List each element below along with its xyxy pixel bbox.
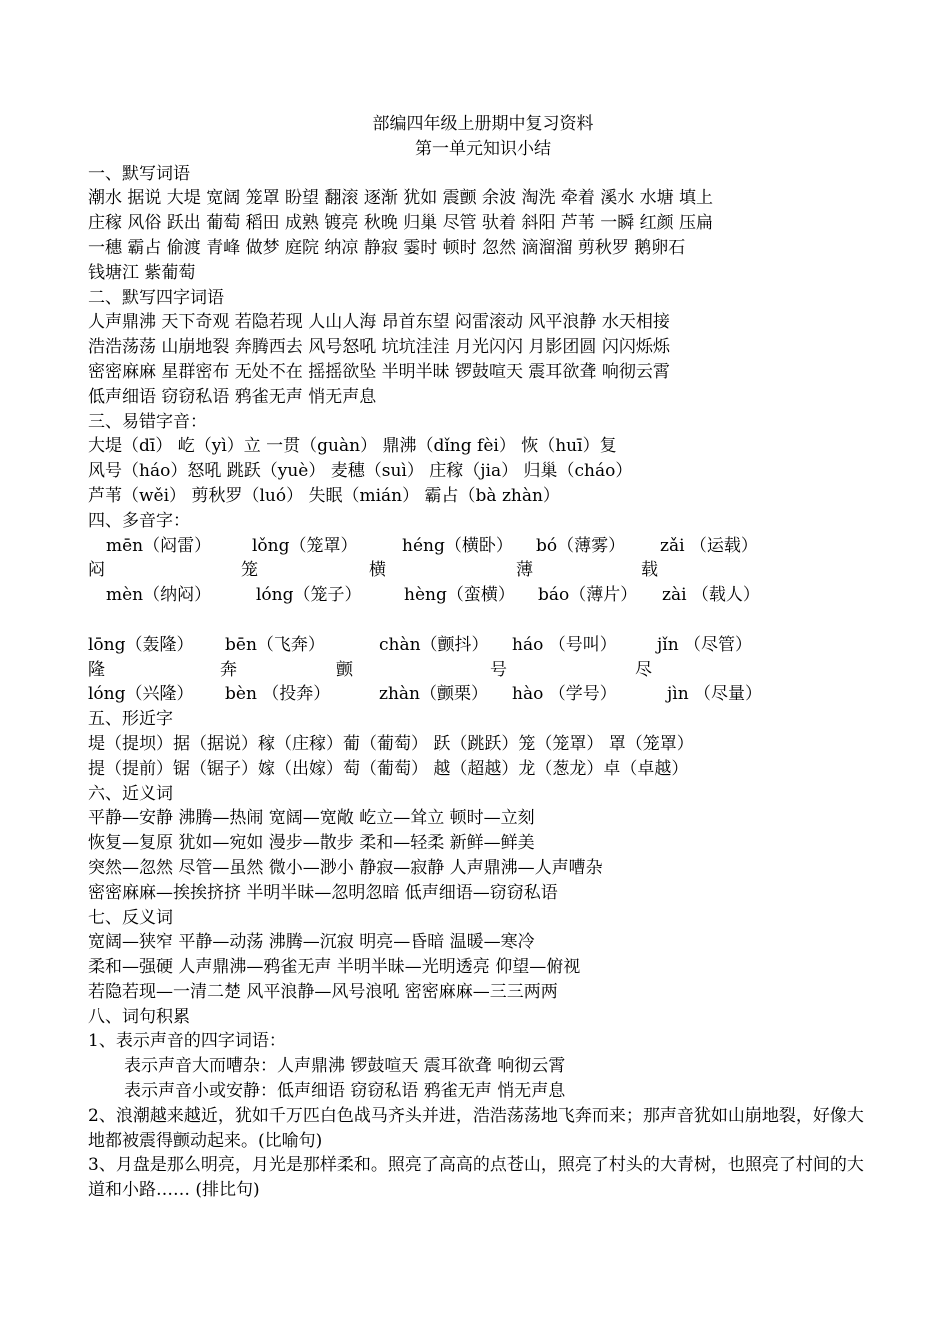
word-line: 一穗 霸占 偷渡 青峰 做梦 庭院 纳凉 静寂 霎时 顿时 忽然 滴溜溜 剪秋罗 鹅卵石	[88, 237, 686, 258]
polyphone-char: 载	[641, 560, 658, 581]
word-line: 浩浩荡荡 山崩地裂 奔腾西去 风号怒吼 坑坑洼洼 月光闪闪 月影团圆 闪闪烁烁	[88, 337, 670, 358]
synonym-line: 密密麻麻—挨挨挤挤 半明半昧—忽明忽暗 低声细语—窃窃私语	[88, 882, 558, 903]
blank-line	[88, 608, 878, 633]
pinyin-line: 风号（háo）怒吼 跳跃（yuè） 麦穗（suì） 庄稼（jia） 归巢（cháo）	[88, 461, 633, 482]
accumulation-item: 2、浪潮越来越近，犹如千万匹白色战马齐头并进，浩浩荡荡地飞奔而来；那声音犹如山崩地裂，好像大地都被震得颤动起来。(比喻句)	[88, 1105, 864, 1151]
polyphone-char: 尽	[635, 659, 652, 680]
synonym-line: 恢复—复原 犹如—宛如 漫步—散步 柔和—轻柔 新鲜—鲜美	[88, 833, 535, 854]
word-line: 钱塘江 紫葡萄	[88, 262, 196, 283]
section-heading: 二、默写四字词语	[88, 287, 224, 308]
polyphone-char: 薄	[516, 560, 533, 581]
polyphone-reading: háo （号叫）	[512, 634, 617, 655]
polyphone-reading: zǎi （运载）	[660, 535, 758, 556]
word-line: 人声鼎沸 天下奇观 若隐若现 人山人海 昂首东望 闷雷滚动 风平浪静 水天相接	[88, 312, 670, 333]
antonym-line: 柔和—强硬 人声鼎沸—鸦雀无声 半明半昧—光明透亮 仰望—俯视	[88, 957, 581, 978]
polyphone-reading: lǒng（笼罩）	[252, 535, 358, 556]
polyphone-reading: hào （学号）	[512, 684, 617, 705]
accumulation-item: 1、表示声音的四字词语：	[88, 1031, 286, 1052]
polyphone-char: 奔	[220, 659, 237, 680]
section-heading: 一、默写词语	[88, 163, 190, 184]
antonym-line: 若隐若现—一清二楚 风平浪静—风号浪吼 密密麻麻—三三两两	[88, 981, 558, 1002]
polyphone-reading: lóng（兴隆）	[88, 684, 194, 705]
polyphone-reading: bèn （投奔）	[225, 684, 331, 705]
word-line: 潮水 据说 大堤 宽阔 笼罩 盼望 翻滚 逐渐 犹如 震颤 余波 淘洗 牵着 溪水 水塘 填上	[88, 188, 714, 209]
polyphone-reading: mēn（闷雷）	[106, 535, 212, 556]
polyphone-char-row	[88, 558, 878, 583]
polyphone-char: 闷	[88, 560, 105, 581]
pinyin-line: 芦苇（wěi） 剪秋罗（luó） 失眠（mián） 霸占（bà zhàn）	[88, 485, 560, 506]
accumulation-item: 3、月盘是那么明亮，月光是那样柔和。照亮了高高的点苍山，照亮了村头的大青树，也照亮了村间的大道和小路…… (排比句)	[88, 1155, 864, 1201]
synonym-line: 突然—忽然 尽管—虽然 微小—渺小 静寂—寂静 人声鼎沸—人声嘈杂	[88, 857, 603, 878]
char-line: 堤（提坝）据（据说）稼（庄稼）葡（葡萄） 跃（跳跃）笼（笼罩） 罩（笼罩）	[88, 733, 694, 754]
word-line: 密密麻麻 星群密布 无处不在 摇摇欲坠 半明半昧 锣鼓喧天 震耳欲聋 响彻云霄	[88, 361, 670, 382]
section-heading: 六、近义词	[88, 783, 173, 804]
document-subtitle: 第一单元知识小结	[415, 138, 551, 159]
polyphone-reading: báo（薄片）	[538, 585, 638, 606]
polyphone-char-row	[88, 658, 878, 683]
polyphone-reading: héng（横卧）	[402, 535, 513, 556]
accumulation-subitem: 表示声音小或安静：低声细语 窃窃私语 鸦雀无声 悄无声息	[124, 1081, 566, 1102]
accumulation-subitem: 表示声音大而嘈杂：人声鼎沸 锣鼓喧天 震耳欲聋 响彻云霄	[124, 1056, 566, 1077]
polyphone-reading: hèng（蛮横）	[404, 585, 515, 606]
section-heading: 七、反义词	[88, 907, 173, 928]
char-line: 提（提前）锯（锯子）嫁（出嫁）萄（葡萄） 越（超越）龙（葱龙）卓（卓越）	[88, 758, 689, 779]
polyphone-char: 隆	[88, 659, 105, 680]
word-line: 低声细语 窃窃私语 鸦雀无声 悄无声息	[88, 386, 377, 407]
polyphone-reading: jǐn （尽管）	[657, 634, 753, 655]
pinyin-line: 大堤（dī） 屹（yì）立 一贯（guàn） 鼎沸（dǐng fèi） 恢（huī）复	[88, 436, 617, 457]
document-page	[88, 112, 878, 1203]
polyphone-reading: mèn（纳闷）	[106, 585, 212, 606]
polyphone-row	[88, 534, 878, 559]
section-heading: 三、易错字音：	[88, 411, 207, 432]
polyphone-char: 号	[490, 659, 507, 680]
section-heading: 五、形近字	[88, 709, 173, 730]
polyphone-row	[88, 633, 878, 658]
polyphone-char: 笼	[241, 560, 258, 581]
polyphone-row	[88, 682, 878, 707]
polyphone-reading: lōng（轰隆）	[88, 634, 194, 655]
polyphone-reading: zài （载人）	[662, 585, 760, 606]
synonym-line: 平静—安静 沸腾—热闹 宽阔—宽敞 屹立—耸立 顿时—立刻	[88, 808, 535, 829]
polyphone-reading: lóng（笼子）	[256, 585, 362, 606]
polyphone-reading: zhàn（颤栗）	[379, 684, 488, 705]
section-heading: 四、多音字：	[88, 510, 190, 531]
polyphone-reading: bó（薄雾）	[536, 535, 626, 556]
polyphone-reading: chàn（颤抖）	[379, 634, 489, 655]
polyphone-row	[88, 583, 878, 608]
section-heading: 八、词句积累	[88, 1006, 190, 1027]
polyphone-char: 横	[369, 560, 386, 581]
document-title: 部编四年级上册期中复习资料	[372, 114, 594, 134]
polyphone-reading: bēn（飞奔）	[225, 634, 325, 655]
word-line: 庄稼 风俗 跃出 葡萄 稻田 成熟 镀亮 秋晚 归巢 尽管 驮着 斜阳 芦苇 一瞬 红颜 压扁	[88, 213, 714, 234]
polyphone-char: 颤	[336, 659, 353, 680]
polyphone-reading: jìn （尽量）	[667, 684, 763, 705]
antonym-line: 宽阔—狭窄 平静—动荡 沸腾—沉寂 明亮—昏暗 温暖—寒冷	[88, 932, 535, 953]
